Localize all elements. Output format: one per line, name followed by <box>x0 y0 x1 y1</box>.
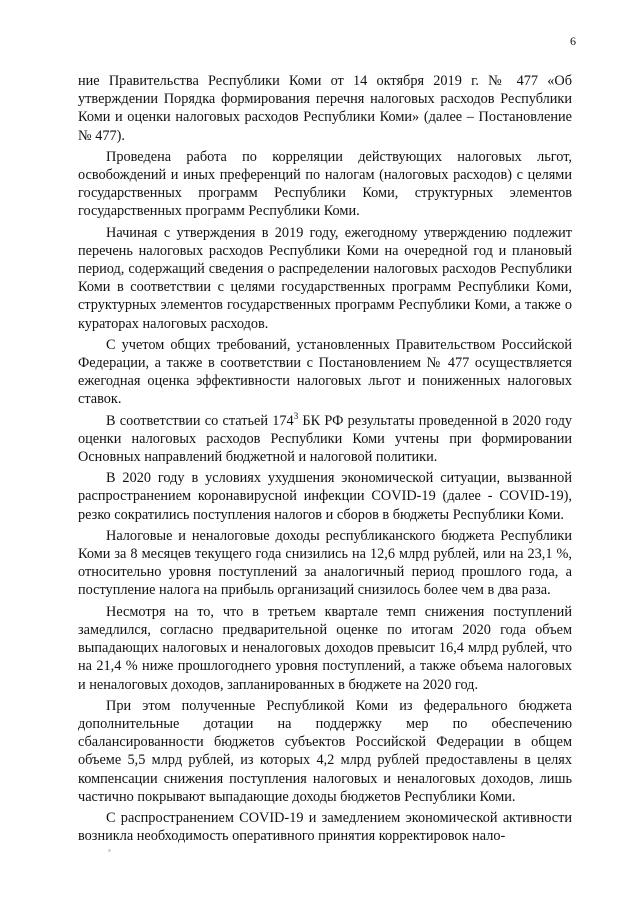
article-superscript: 3 <box>293 410 299 421</box>
paragraph-budget-code-after: БК РФ результаты проведенной в 2020 году оценки налоговых расходов Республики Коми учтены при формировании Основных направлений бюджетной и налоговой политики. <box>78 412 572 466</box>
document-body <box>78 72 572 848</box>
paragraph-third-quarter: Несмотря на то, что в третьем квартале темп снижения поступлений замедлился, согласно предварительной оценке по итогам 2020 года объем выпадающих налоговых и неналоговых доходов превысит 16,4 млрд рублей, что на 21,4 % ниже прошлогоднего уровня поступлений, а также объема налоговых и неналоговых доходов, запланированных в бюджете на 2020 год. <box>78 603 572 693</box>
paragraph-budget-code-before: В соответствии со статьей 174 <box>106 412 294 429</box>
paragraph-tax-correlation: Проведена работа по корреляции действующих налоговых льгот, освобождений и иных преференций по налогам (налоговых расходов) с целями государственных программ Республики Коми, структурных элементов государственных программ Республики Коми. <box>78 148 572 220</box>
paragraph-efficiency-assessment: С учетом общих требований, установленных Правительством Российской Федерации, а также в соответствии с Постановлением № 477 осуществляется ежегодная оценка эффективности налоговых льгот и пониженных налоговых ставок. <box>78 336 572 408</box>
paragraph-budget-code-article <box>78 412 572 467</box>
scan-speck <box>108 849 111 852</box>
paragraph-eight-month-revenue: Налоговые и неналоговые доходы республиканского бюджета Республики Коми за 8 месяцев текущего года снизились на 12,6 млрд рублей, или на 23,1 %, относительно уровня поступлений за аналогичный период прошлого года, а поступление налога на прибыль организаций снизилось более чем в два раза. <box>78 527 572 599</box>
paragraph-federal-subsidies: При этом полученные Республикой Коми из федерального бюджета дополнительные дотации на поддержку мер по обеспечению сбалансированности бюджетов субъектов Российской Федерации в общем объеме 5,5 млрд рублей, из которых 4,2 млрд рублей предоставлены в целях компенсации снижения поступления налоговых и неналоговых доходов, лишь частично покрывают выпадающие доходы бюджетов Республики Коми. <box>78 697 572 805</box>
paragraph-continuation: ние Правительства Республики Коми от 14 октября 2019 г. № 477 «Об утверждении Порядка формирования перечня налоговых расходов Республики Коми и оценки налоговых расходов Республики Коми» (далее – Постановление № 477). <box>78 73 572 144</box>
page-number: 6 <box>570 34 576 48</box>
paragraph-operational-adjustments: С распространением COVID-19 и замедлением экономической активности возникла необходимость оперативного принятия корректировок нало- <box>78 809 572 845</box>
paragraph-covid-revenue-drop: В 2020 году в условиях ухудшения экономической ситуации, вызванной распространением коронавирусной инфекции COVID-19 (далее - COVID-19), резко сократились поступления налогов и сборов в бюджеты Республики Коми. <box>78 470 572 523</box>
paragraph-annual-approval: Начиная с утверждения в 2019 году, ежегодному утверждению подлежит перечень налоговых расходов Республики Коми на очередной год и плановый период, содержащий сведения о распределении налоговых расходов Республики Коми в соответствии с целями государственных программ Республики Коми, структурных элементов государственных программ Республики Коми, а также о кураторах налоговых расходов. <box>78 224 572 332</box>
